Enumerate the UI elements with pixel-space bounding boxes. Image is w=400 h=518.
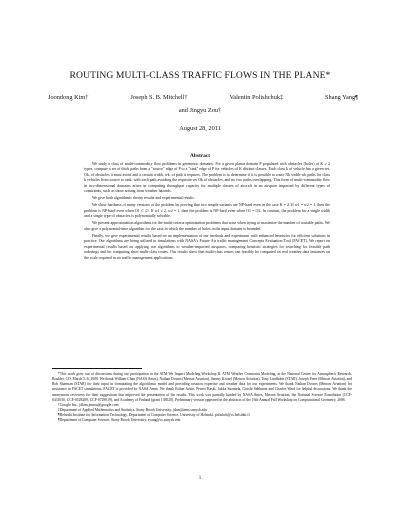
footnote: ‡Department of Applied Mathematics and Statistics, Stony Brook University, jsbm@ams.sunysb.edu (58, 408, 207, 413)
abstract-body (84, 161, 330, 262)
abstract-paragraph: We study a class of multi-commodity flow problems in geometric domains: For a given planar domain P populated with obstacles (holes) of K ≥ 2 types, compute a set of thick paths from a "source" edge of P to a "sink" edge of P for vehicles of K distinct classes. Each class k of vehicle has a given set, Ok, of obstacles it must avoid and a certain width, wk, of path it requires. The problem is to determine if it is possible to route Nk width-wk paths for class k vehicles from source to sink, with each path avoiding the requisite set Ok of obstacles, and no two paths overlapping. This form of multi-commodity flow in two-dimensional domains arises in computing throughput capacity for multiple classes of aircraft in an airspace impacted by different types of constraints, such as those arising from weather hazards. (84, 161, 330, 194)
page-number: 1 (198, 476, 202, 481)
footnote: ¶Department of Computer Science, Stony Brook University, syang@cs.sunysb.edu (58, 418, 181, 423)
footnote: †Google Inc., jdkim,jmzou@google.com (58, 402, 119, 407)
author-name: Valentin Polishchuk‡ (229, 94, 284, 101)
author-name: Joondong Kim† (48, 94, 89, 101)
paper-title: ROUTING MULTI-CLASS TRAFFIC FLOWS IN THE PLANE* (69, 70, 331, 81)
author-name: Joseph S. B. Mitchell† (130, 94, 188, 101)
footnote-rule (52, 368, 142, 369)
footnotes (52, 372, 352, 424)
abstract-paragraph: We show hardness of many versions of the problem by proving that two simple variants are NP-hard even in the case K = 2. If w1 = w2 = 1, then the problem is NP-hard even when O1 ⊂ ∅. If w1 ≠ 2, w2 = 1, then the problem is NP-hard even when O1 = O2. In contrast, the problem for a single width and a single type of obstacles is polynomially solvable. (84, 202, 330, 219)
abstract-paragraph: We give both algorithmic theory results and experimental results. (92, 195, 195, 201)
author-list (48, 94, 358, 101)
footnote: ¶Helsinki Institute for Information Technology, Department of Computer Science, University of Helsinki, polishch@cs.helsinki.fi (58, 413, 250, 418)
abstract-paragraph: Finally, we give experimental results based on an implementation of our methods and experiment with enhanced heuristics for efficient solutions in practice. Our algorithms are being utilized in simulations with NASA's Future Air traffic management Concepts Evaluation Tool (FACET). We report on experimental results based on applying our algorithms to weather-impacted airspaces, comparing heuristic strategies for searching for feasible path orderings and for computing short multi-class routes. Our results show that multi-class routes can feasibly be computed on real weather data instances on the scale required in air traffic management applications. (84, 232, 330, 260)
footnote: *This work grew out of discussions during our participation in the ATM-We Impact Modeling Workshop II: ATM Weather Constraint Modeling, at the National Center for Atmospheric Research, Boulder, CO, March 5–6, 2008. We thank William Chan (NASA Ames), Nathan Downs (Metron Aviation), Jimmy Krozel (Metron Aviation), Tony Lindholm (STAR), Joseph Prete (Metron Aviation), and Bob Sharman (STAR) for their input in formulating the algorithmic model and providing aviation expertise and weather data for our experiments. We thank Nathan Downs (Metron Aviation) for assistance in FACET simulations. FACET is provided by NASA Ames. We thank Esther Arkin, Petteri Kaski, Jukka Suomela, Girishi Sabhnani and Charles Ward for helpful discussions. We thank the anonymous reviewers for their suggestions that improved the presentation of the results. This work was partially funded by NASA Ames, Metron Aviation, the National Science Foundation (CCF-0431030, CCF-0528209, CCF-0729019), and Academy of Finland (grant 138520). Preliminary version appeared in the abstracts of the 16th Annual Fall Workshop on Computational Geometry, 2006. (52, 372, 352, 402)
author-name: and Jingyu Zou† (178, 107, 222, 114)
abstract-heading: Abstract (189, 153, 211, 159)
author-name: Shang Yang¶ (325, 94, 358, 101)
paper-date: August 28, 2011 (179, 125, 221, 132)
abstract-paragraph: We present approximation algorithms for the multi-criteria optimization problems that arise when trying to maximize the number of routable paths. We also give a polynomial-time algorithm for the case in which the number of holes in the input domain is bounded. (84, 220, 330, 231)
